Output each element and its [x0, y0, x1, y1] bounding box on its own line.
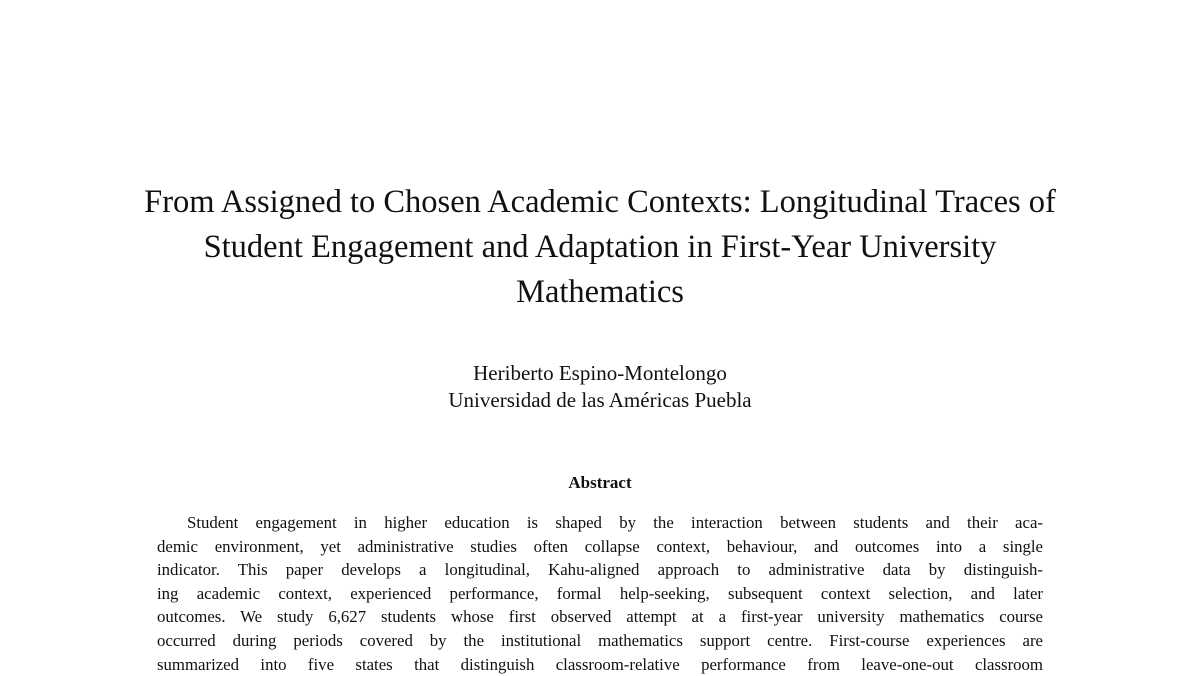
title-line: Student Engagement and Adaptation in First-Year University: [203, 229, 997, 265]
author-affiliation: Universidad de las Américas Puebla: [448, 388, 752, 412]
abstract-line: ing academic context, experienced performance, formal help-seeking, subsequent context selection, and later: [157, 583, 1043, 603]
title-line: Mathematics: [516, 274, 684, 310]
author-name: Heriberto Espino-Montelongo: [473, 361, 727, 385]
abstract-body: [157, 511, 1043, 676]
paper-title: [90, 180, 1110, 315]
author-block: [300, 360, 900, 414]
abstract-line: outcomes. We study 6,627 students whose first observed attempt at a first-year university mathematics course: [157, 607, 1043, 627]
abstract-line: summarized into five states that distinguish classroom-relative performance from leave-one-out classroom: [157, 654, 1043, 674]
abstract-line: indicator. This paper develops a longitudinal, Kahu-aligned approach to administrative data by distinguish-: [157, 560, 1043, 580]
title-line: From Assigned to Chosen Academic Contexts: Longitudinal Traces of: [144, 184, 1056, 220]
abstract-line: occurred during periods covered by the institutional mathematics support centre. First-course experiences are: [157, 630, 1043, 650]
abstract-heading: Abstract: [568, 473, 632, 492]
abstract-line: demic environment, yet administrative studies often collapse context, behaviour, and outcomes into a single: [157, 536, 1043, 556]
abstract-line: Student engagement in higher education is shaped by the interaction between students and their aca-: [187, 513, 1043, 532]
